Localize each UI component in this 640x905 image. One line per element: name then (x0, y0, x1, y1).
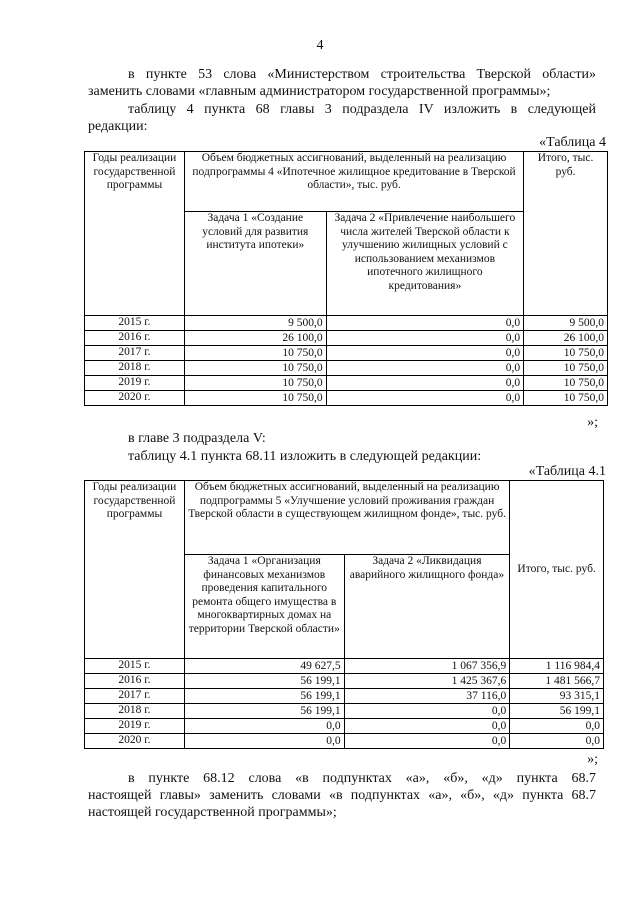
paragraph-3: в главе 3 подраздела V: (128, 431, 266, 446)
paragraph-5-line-3: настоящей государственной программы»; (88, 805, 337, 820)
table-4-task-2-header: Задача 2 «Привлечение наибольшего числа жителей Тверской области к улучшению жилищных условий с использованием механизмов ипотечного жилищного кредитования» (326, 212, 524, 316)
table-row (85, 361, 608, 376)
year-cell: 2018 г. (85, 361, 185, 376)
task-1-cell: 10 750,0 (184, 376, 326, 391)
year-cell: 2017 г. (85, 689, 185, 704)
task-1-cell: 10 750,0 (184, 346, 326, 361)
total-cell: 56 199,1 (510, 704, 604, 719)
year-cell: 2018 г. (85, 704, 185, 719)
table-4 (84, 151, 608, 406)
paragraph-5-line-2: настоящей главы» заменить словами «в подпунктах «а», «б», «д» пункта 68.7 (88, 788, 596, 803)
table-row (85, 674, 604, 689)
year-cell: 2017 г. (85, 346, 185, 361)
total-cell: 0,0 (510, 734, 604, 749)
table-row (85, 689, 604, 704)
paragraph-5-line-1: в пункте 68.12 слова «в подпунктах «а», «б», «д» пункта 68.7 (128, 771, 596, 786)
task-2-cell: 0,0 (326, 331, 524, 346)
paragraph-1-line-2: заменить словами «главным администратором государственной программы»; (88, 84, 551, 99)
table-row (85, 734, 604, 749)
table-row (85, 704, 604, 719)
paragraph-1 (88, 66, 596, 100)
table-4-1 (84, 480, 604, 749)
year-cell: 2016 г. (85, 674, 185, 689)
total-cell: 9 500,0 (524, 316, 608, 331)
total-cell: 93 315,1 (510, 689, 604, 704)
table-row (85, 659, 604, 674)
paragraph-5 (88, 770, 596, 821)
table-row (85, 719, 604, 734)
task-1-cell: 0,0 (184, 734, 344, 749)
total-cell: 10 750,0 (524, 376, 608, 391)
task-2-cell: 0,0 (344, 704, 510, 719)
task-2-cell: 0,0 (326, 391, 524, 406)
year-cell: 2020 г. (85, 391, 185, 406)
paragraph-1-line-1: в пункте 53 слова «Министерством строительства Тверской области» (128, 67, 596, 82)
total-cell: 26 100,0 (524, 331, 608, 346)
table-row (85, 346, 608, 361)
total-cell: 10 750,0 (524, 346, 608, 361)
total-cell: 1 481 566,7 (510, 674, 604, 689)
task-2-cell: 1 067 356,9 (344, 659, 510, 674)
task-2-cell: 0,0 (326, 376, 524, 391)
task-1-cell: 56 199,1 (184, 704, 344, 719)
table-4-closing: »; (587, 415, 598, 430)
paragraph-2 (88, 101, 596, 135)
year-cell: 2019 г. (85, 719, 185, 734)
table-row (85, 391, 608, 406)
total-cell: 1 116 984,4 (510, 659, 604, 674)
task-1-cell: 49 627,5 (184, 659, 344, 674)
task-2-cell: 0,0 (344, 734, 510, 749)
table-4-1-caption: «Таблица 4.1 (528, 464, 606, 479)
task-2-cell: 0,0 (344, 719, 510, 734)
year-cell: 2015 г. (85, 316, 185, 331)
paragraph-2-line-1: таблицу 4 пункта 68 главы 3 подраздела IV изложить в следующей (128, 102, 596, 117)
table-4-header-years: Годы реализации государственной программы (85, 152, 185, 316)
task-2-cell: 0,0 (326, 361, 524, 376)
table-4-header-budget: Объем бюджетных ассигнований, выделенный на реализацию подпрограммы 4 «Ипотечное жилищное кредитование в Тверской области», тыс. руб. (184, 152, 523, 212)
year-cell: 2020 г. (85, 734, 185, 749)
table-4-1-closing: »; (587, 752, 598, 767)
task-1-cell: 26 100,0 (184, 331, 326, 346)
total-cell: 10 750,0 (524, 361, 608, 376)
table-4-1-task-2-header: Задача 2 «Ликвидация аварийного жилищного фонда» (344, 555, 510, 659)
year-cell: 2015 г. (85, 659, 185, 674)
year-cell: 2019 г. (85, 376, 185, 391)
task-1-cell: 0,0 (184, 719, 344, 734)
table-4-task-1-header: Задача 1 «Создание условий для развития института ипотеки» (184, 212, 326, 316)
task-1-cell: 56 199,1 (184, 674, 344, 689)
table-4-1-task-1-header: Задача 1 «Организация финансовых механизмов проведения капитального ремонта общего имущества в многоквартирных домах на территории Тверской области» (184, 555, 344, 659)
task-1-cell: 9 500,0 (184, 316, 326, 331)
table-4-caption: «Таблица 4 (539, 135, 606, 150)
paragraph-2-line-2: редакции: (88, 119, 148, 134)
total-cell: 0,0 (510, 719, 604, 734)
table-4-1-header-years: Годы реализации государственной программы (85, 481, 185, 659)
table-4-header-total: Итого, тыс. руб. (524, 152, 608, 316)
total-cell: 10 750,0 (524, 391, 608, 406)
page-number: 4 (316, 38, 324, 53)
task-1-cell: 56 199,1 (184, 689, 344, 704)
table-4-1-header-budget: Объем бюджетных ассигнований, выделенный на реализацию подпрограммы 5 «Улучшение условий проживания граждан Тверской области в существующем жилищном фонде», тыс. руб. (184, 481, 509, 555)
paragraph-4: таблицу 4.1 пункта 68.11 изложить в следующей редакции: (128, 449, 482, 464)
task-2-cell: 37 116,0 (344, 689, 510, 704)
task-1-cell: 10 750,0 (184, 361, 326, 376)
task-1-cell: 10 750,0 (184, 391, 326, 406)
table-4-1-header-total: Итого, тыс. руб. (510, 481, 604, 659)
table-row (85, 331, 608, 346)
year-cell: 2016 г. (85, 331, 185, 346)
table-row (85, 376, 608, 391)
task-2-cell: 0,0 (326, 316, 524, 331)
table-row (85, 316, 608, 331)
task-2-cell: 0,0 (326, 346, 524, 361)
task-2-cell: 1 425 367,6 (344, 674, 510, 689)
